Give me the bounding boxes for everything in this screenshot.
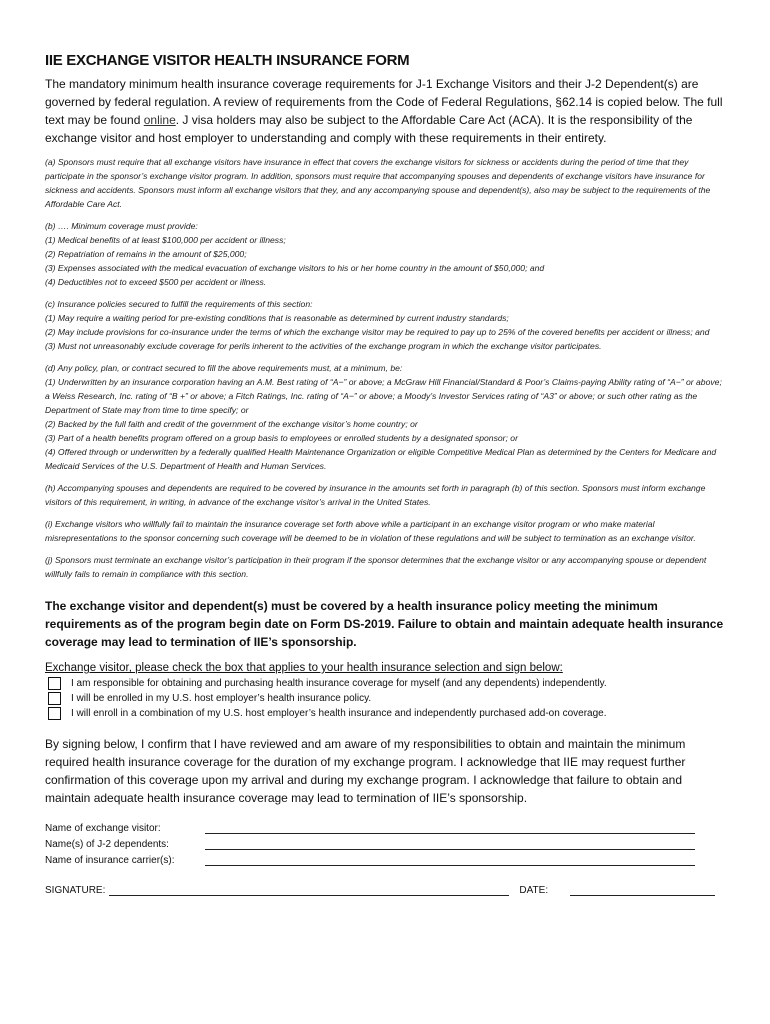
name-fields bbox=[45, 821, 725, 869]
coverage-requirement-note: The exchange visitor and dependent(s) must be covered by a health insurance policy meeting the minimum requirements as of the program begin date on Form DS-2019. Failure to obtain and maintain adequate health insurance coverage may lead to termination of IIE’s sponsorship. bbox=[45, 599, 724, 649]
option-independent[interactable] bbox=[48, 676, 725, 691]
selection-title: Exchange visitor, please check the box that applies to your health insurance selection and sign below bbox=[45, 662, 560, 674]
date-label: DATE: bbox=[519, 885, 549, 896]
carrier-name-field[interactable] bbox=[205, 853, 695, 866]
section-c-line: (c) Insurance policies secured to fulfill the requirements of this section: bbox=[45, 299, 313, 309]
section-i-text: (i) Exchange visitors who willfully fail to maintain the insurance coverage set forth above while a participant in an exchange visitor program or who make material misrepresentations to the sponsor concerning such coverage will be deemed to be in violation of these regulations and will be subject to termination as an exchange visitor. bbox=[45, 519, 696, 543]
form-title: IIE EXCHANGE VISITOR HEALTH INSURANCE FORM bbox=[45, 52, 410, 69]
carrier-name-row bbox=[45, 853, 725, 869]
intro-text-1: The mandatory minimum health insurance coverage requirements for J-1 Exchange Visitors and their J-2 Dependent(s) are governed by federal regulation. A review of requirements from the Code of Federal Regulations, §62.14 is copied below. The full text may be found bbox=[45, 77, 723, 127]
regulation-c bbox=[45, 297, 725, 353]
online-link[interactable]: online bbox=[143, 113, 176, 127]
intro-text-2: . J visa holders may also be subject to the Affordable Care Act (ACA). It is the responsibility of the exchange visitor and host employer to understanding and comply with these requirements in their entirety. bbox=[45, 113, 693, 145]
section-b-line: (4) Deductibles not to exceed $500 per accident or illness. bbox=[45, 277, 267, 287]
visitor-name-row bbox=[45, 821, 725, 837]
visitor-name-label: Name of exchange visitor: bbox=[45, 823, 161, 834]
carrier-name-label: Name of insurance carrier(s): bbox=[45, 855, 175, 866]
section-c-line: (1) May require a waiting period for pre-existing conditions that is reasonable as determined by current industry standards; bbox=[45, 313, 509, 323]
dependents-name-field[interactable] bbox=[205, 837, 695, 850]
option-label: I will enroll in a combination of my U.S. host employer’s health insurance and independently purchased add-on coverage. bbox=[71, 708, 607, 719]
selection-instructions bbox=[45, 661, 725, 676]
option-combination[interactable] bbox=[48, 706, 725, 721]
visitor-name-field[interactable] bbox=[205, 821, 695, 834]
form-page bbox=[45, 52, 725, 896]
section-b-line: (1) Medical benefits of at least $100,000 per accident or illness; bbox=[45, 235, 286, 245]
section-d-line: (3) Part of a health benefits program offered on a group basis to employees or enrolled students by a designated sponsor; or bbox=[45, 433, 518, 443]
date-field[interactable] bbox=[570, 883, 715, 896]
section-b-line: (2) Repatriation of remains in the amount of $25,000; bbox=[45, 249, 247, 259]
selection-colon: : bbox=[559, 662, 563, 674]
dependents-name-label: Name(s) of J-2 dependents: bbox=[45, 839, 169, 850]
dependents-name-row bbox=[45, 837, 725, 853]
signature-field[interactable] bbox=[109, 883, 509, 896]
section-h-text: (h) Accompanying spouses and dependents are required to be covered by insurance in the amounts set forth in paragraph (b) of this section. Sponsors must inform exchange visitors of this requirement, in writing, in advance of the exchange visitor’s arrival in the United States. bbox=[45, 483, 706, 507]
section-c-line: (2) May include provisions for co-insurance under the terms of which the exchange visitor may be required to pay up to 25% of the covered benefits per accident or illness; and bbox=[45, 327, 710, 337]
signature-row bbox=[45, 883, 725, 896]
signature-label: SIGNATURE: bbox=[45, 885, 106, 896]
regulation-a bbox=[45, 155, 725, 211]
intro-paragraph bbox=[45, 75, 725, 147]
checkbox-independent[interactable] bbox=[48, 677, 61, 690]
confirmation-paragraph: By signing below, I confirm that I have reviewed and am aware of my responsibilities to obtain and maintain the minimum required health insurance coverage for the duration of my exchange program. I acknowledge that IIE may request further confirmation of this coverage upon my arrival and during my exchange program. I acknowledge that failure to obtain and maintain adequate health insurance coverage may lead to termination of IIE’s sponsorship. bbox=[45, 737, 686, 805]
section-c-line: (3) Must not unreasonably exclude coverage for perils inherent to the activities of the exchange program in which the exchange visitor participates. bbox=[45, 341, 602, 351]
option-employer[interactable] bbox=[48, 691, 725, 706]
section-b-line: (3) Expenses associated with the medical evacuation of exchange visitors to his or her home country in the amount of $50,000; and bbox=[45, 263, 545, 273]
section-d-line: (1) Underwritten by an insurance corporation having an A.M. Best rating of “A−” or above; a McGraw Hill Financial/Standard & Poor’s Claims-paying Ability rating of “A−” or above; a Weiss Research, Inc. rating of “B +” or above; a Fitch Ratings, Inc. rating of “A−” or above; a Moody’s Investor Services rating of “A3” or above; or such other rating as the Department of State may from time to time specify; or bbox=[45, 377, 722, 415]
option-label: I will be enrolled in my U.S. host employer’s health insurance policy. bbox=[71, 693, 372, 704]
checkbox-employer[interactable] bbox=[48, 692, 61, 705]
regulation-h bbox=[45, 481, 725, 509]
section-b-line: (b) …. Minimum coverage must provide: bbox=[45, 221, 198, 231]
regulation-b bbox=[45, 219, 725, 289]
section-d-line: (d) Any policy, plan, or contract secured to fill the above requirements must, at a minimum, be: bbox=[45, 363, 403, 373]
section-a-text: (a) Sponsors must require that all exchange visitors have insurance in effect that covers the exchange visitors for sickness or accidents during the period of time that they participate in the sponsor’s exchange visitor program. In addition, sponsors must require that accompanying spouses and dependents of exchange visitors have insurance for sickness and accidents. Sponsors must inform all exchange visitors that they, and any accompanying spouse and dependent(s), also may be subject to the requirements of the Affordable Care Act. bbox=[45, 157, 711, 209]
regulation-j bbox=[45, 553, 725, 581]
regulation-i bbox=[45, 517, 725, 545]
regulation-d bbox=[45, 361, 725, 473]
section-j-text: (j) Sponsors must terminate an exchange visitor’s participation in their program if the sponsor determines that the exchange visitor or any accompanying spouse or dependent willfully fails to remain in compliance with this section. bbox=[45, 555, 707, 579]
checkbox-combination[interactable] bbox=[48, 707, 61, 720]
section-d-line: (2) Backed by the full faith and credit of the government of the exchange visitor’s home country; or bbox=[45, 419, 418, 429]
option-label: I am responsible for obtaining and purchasing health insurance coverage for myself (and any dependents) independently. bbox=[71, 678, 607, 689]
section-d-line: (4) Offered through or underwritten by a federally qualified Health Maintenance Organization or eligible Competitive Medical Plan as determined by the Centers for Medicare and Medicaid Services of the U.S. Department of Health and Human Services. bbox=[45, 447, 717, 471]
